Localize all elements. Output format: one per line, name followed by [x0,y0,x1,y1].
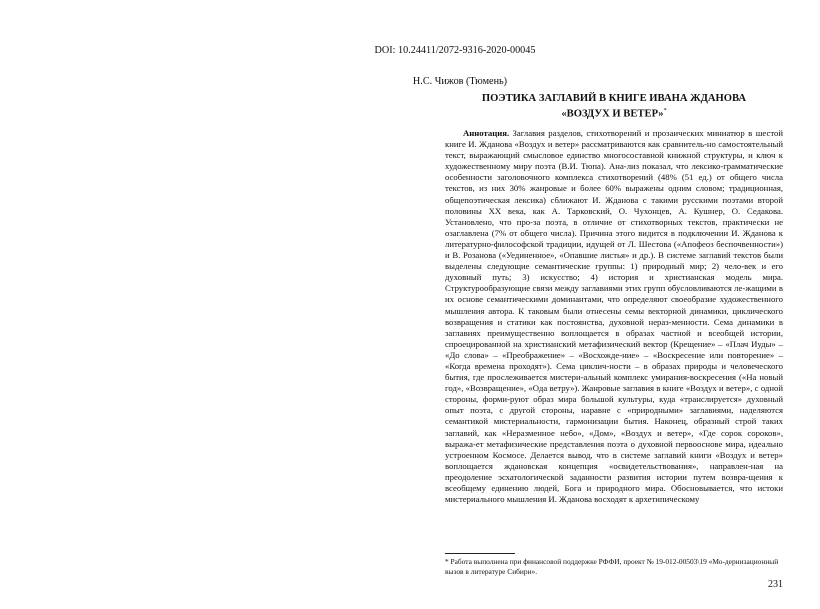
footnote-divider [445,553,515,554]
title-footnote-mark[interactable]: * [663,108,667,114]
author-line: Н.С. Чижов (Тюмень) [412,76,508,87]
title-line-1: ПОЭТИКА ЗАГЛАВИЙ В КНИГЕ ИВАНА ЖДАНОВА [481,93,747,104]
abstract-text: Заглавия разделов, стихотворений и прозаических миниатюр в шестой книге И. Жданова «Воздух и ветер» рассматриваются как сравнитель-но самостоятельный текст, выражающий смысловое единство многосоставной книжной структуры, и ключ к художественному миру поэта (В.И. Тюпа). Ана-лиз показал, что лексико-грамматические особенности заголовочного комплекса стихотворений (48% (51 ед.) от общего числа текстов, из них 30% жанровые и более 60% выражены одним словом; традиционная, общепоэтическая лексика) сближают И. Жданова с такими русскими поэтами второй половины XX века, как А. Тарковский, О. Чухонцев, А. Кушнер, О. Седакова. Установлено, что про-за поэта, в отличие от стихотворных текстов, практически не озаглавлена (7% от общего числа). Причина этого видится в подключении И. Жданова к литературно-философской традиции, идущей от Л. Шестова («Апофеоз беспочвенности») и В. Розанова («Уединенное», «Опавшие листья» и др.). В системе заглавий текстов были выделены следующие семантические группы: 1) природный мир; 2) чело-век и его духовный путь; 3) искусство; 4) история и христианская модель мира. Структурообразующие связи между заглавиями этих групп обусловливаются ле-жащими в их основе семантическими доминантами, что определяют своеобразие художественного мышления автора. К таковым были отнесены семы векторной динамики, циклического возвращения и статики как постоянства, духовной нераз-менности. Сема динамики в заглавиях преимущественно воплощается в образах частной и всеобщей истории, спроецированной на христианский метафизический вектор (Крещение» – «Плач Иуды» – «До слова» – «Преображение» – «Восхожде-ние» – «Воскресение или повторение» – «Когда времена проходят»). Сема циклич-ности – в образах природы и человеческого бытия, где прослеживается мистери-альный комплекс умирания-воскресения («На новый год», «Возвращение», «Ода ветру»). Жанровые заглавия в книге «Воздух и ветер», с одной стороны, форми-руют образ мира большой культуры, куда «транслируется» духовный опыт поэта, с другой стороны, наравне с «природными» заглавиями, наделяются семантикой мистериальности, гармонизации бытия. Наконец, образный строй таких заглавий, как «Неразменное небо», «Дом», «Воздух и ветер», «Где сорок сороков», выража-ет метафизические представления поэта о духовной первооснове мира, идеально устроенном Космосе. Делается вывод, что в системе заглавий книги «Воздух и ветер» воплощается ждановская концепция «освидетельствования», направлен-ная на преодоление эсхатологической заданности развития истории путем возвра-щения к всеобщему единению людей, Бога и природного мира. Обосновывается, что истоки мистериального мышления И. Жданова восходят к архетипическому [445,128,783,505]
abstract-paragraph [445,128,783,505]
title-line-2-text: «ВОЗДУХ И ВЕТЕР» [561,108,664,120]
article-title [445,92,783,121]
title-line-2 [445,105,783,121]
abstract-label: Аннотация. [463,128,510,138]
page-number: 231 [768,579,783,590]
doi-line[interactable]: DOI: 10.24411/2072-9316-2020-00045 [374,45,536,56]
abstract [445,128,783,505]
footnote: * Работа выполнена при финансовой поддержке РФФИ, проект № 19-012-00503\19 «Мо-дернизационный вызов в литературе Сибири». [445,557,779,576]
